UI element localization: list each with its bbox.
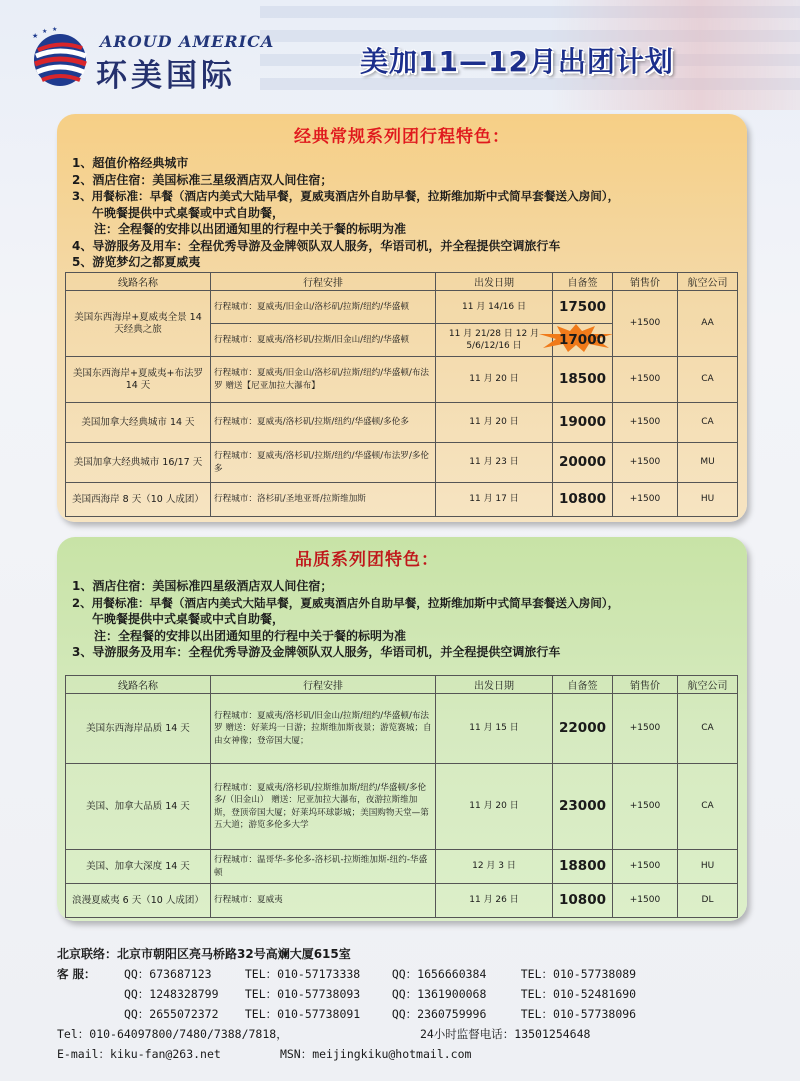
departure-date: 11 月 26 日 (436, 884, 553, 918)
col-header: 线路名称 (66, 676, 211, 694)
contact-info (57, 944, 757, 1064)
classic-tour-panel (57, 114, 747, 522)
table-header-row (66, 676, 738, 694)
airline: HU (678, 850, 738, 884)
schedule: 行程城市：夏威夷 (211, 884, 436, 918)
tel-number: TEL：010-57738089 (520, 967, 637, 981)
route-name: 美国东西海岸+夏威夷全景 14 天经典之旅 (66, 291, 211, 357)
col-header: 销售价 (613, 273, 678, 291)
msn: MSN：meijingkiku@hotmail.com (279, 1047, 472, 1061)
tel-row (57, 1024, 757, 1044)
quality-features (72, 578, 747, 661)
route-name: 美国东西海岸+夏威夷+布法罗 14 天 (66, 357, 211, 403)
tel-number: TEL：010-52481690 (520, 987, 637, 1001)
sale-price: +1500 (613, 850, 678, 884)
feature-line: 3、用餐标准：早餐（酒店内美式大陆早餐，夏威夷酒店外自助早餐，拉斯维加斯中式简早套餐送入房间）， (72, 189, 620, 203)
schedule: 行程城市：夏威夷/旧金山/洛杉矶/拉斯/纽约/华盛顿 (211, 291, 436, 324)
brand-chinese: 环美国际 (96, 58, 236, 94)
departure-date: 11 月 14/16 日 (436, 291, 553, 324)
feature-line: 注：全程餐的安排以出团通知里的行程中关于餐的标明为准 (94, 222, 407, 236)
page-title: 美加11—12月出团计划 (360, 45, 674, 78)
departure-date: 11 月 23 日 (436, 443, 553, 483)
airline: DL (678, 884, 738, 918)
table-row (66, 357, 738, 403)
qq-number: QQ：1361900068 (391, 987, 487, 1001)
service-label: 客 服： (57, 967, 96, 981)
service-row (57, 984, 757, 1004)
feature-line: 1、酒店住宿：美国标准四星级酒店双人间住宿； (72, 579, 333, 593)
col-header: 出发日期 (436, 676, 553, 694)
feature-line: 3、导游服务及用车：全程优秀导游及金牌领队双人服务，华语司机，并全程提供空调旅行车 (72, 645, 561, 659)
office-tel: Tel：010-64097800/7480/7388/7818， (57, 1027, 288, 1041)
qq-number: QQ：2655072372 (123, 1007, 219, 1021)
col-header: 自备签 (553, 676, 613, 694)
col-header: 自备签 (553, 273, 613, 291)
schedule: 行程城市：夏威夷/洛杉矶/拉斯维加斯/纽约/华盛顿/多伦多/（旧金山） 赠送：尼亚加拉大瀑布，夜游拉斯维加斯，登顶帝国大厦；好莱坞环球影城；美国购物天堂—第五大道；游览多伦多大学 (211, 764, 436, 850)
quality-title: 品质系列团特色： (295, 550, 439, 570)
schedule: 行程城市：夏威夷/旧金山/洛杉矶/拉斯/纽约/华盛顿/布法罗 赠送【尼亚加拉大瀑布】 (211, 357, 436, 403)
schedule: 行程城市：夏威夷/洛杉矶/拉斯/纽约/华盛顿/布法罗/多伦多 (211, 443, 436, 483)
price-cell (553, 324, 613, 357)
col-header: 航空公司 (678, 273, 738, 291)
departure-date: 11 月 15 日 (436, 694, 553, 764)
sale-price: +1500 (613, 483, 678, 517)
tel-number: TEL：010-57738091 (244, 1007, 361, 1021)
svg-text:★: ★ (52, 26, 58, 33)
departure-date: 11 月 20 日 (436, 357, 553, 403)
qq-number: QQ：2360759996 (391, 1007, 487, 1021)
email: E-mail：kiku-fan@263.net (57, 1047, 221, 1061)
departure-date: 11 月 21/28 日 12 月 5/6/12/16 日 (436, 324, 553, 357)
schedule: 行程城市：洛杉矶/圣地亚哥/拉斯维加斯 (211, 483, 436, 517)
quality-tour-table (65, 675, 738, 918)
hotline: 24小时监督电话：13501254648 (419, 1027, 591, 1041)
route-name: 美国东西海岸品质 14 天 (66, 694, 211, 764)
airline: HU (678, 483, 738, 517)
price-burst (559, 331, 606, 348)
qq-number: QQ：1656660384 (391, 967, 487, 981)
feature-line: 1、超值价格经典城市 (72, 156, 189, 170)
feature-line: 午晚餐提供中式桌餐或中式自助餐， (92, 612, 285, 626)
airline: MU (678, 443, 738, 483)
airline: AA (678, 291, 738, 357)
table-row (66, 291, 738, 324)
page-header (0, 0, 800, 110)
svg-text:★: ★ (32, 32, 39, 40)
airline: CA (678, 357, 738, 403)
sale-price: +1500 (613, 884, 678, 918)
globe-flag-logo (28, 26, 92, 90)
airline: CA (678, 403, 738, 443)
route-name: 美国、加拿大深度 14 天 (66, 850, 211, 884)
table-row (66, 483, 738, 517)
airline: CA (678, 764, 738, 850)
schedule: 行程城市：温哥华-多伦多-洛杉矶-拉斯维加斯-纽约-华盛顿 (211, 850, 436, 884)
svg-text:★: ★ (42, 28, 48, 35)
service-row (57, 964, 757, 984)
price: 19000 (553, 403, 613, 443)
table-row (66, 764, 738, 850)
price: 17000 (559, 331, 606, 348)
col-header: 航空公司 (678, 676, 738, 694)
price: 20000 (553, 443, 613, 483)
departure-date: 11 月 20 日 (436, 764, 553, 850)
col-header: 出发日期 (436, 273, 553, 291)
table-row (66, 850, 738, 884)
feature-line: 注：全程餐的安排以出团通知里的行程中关于餐的标明为准 (94, 628, 407, 643)
price: 10800 (553, 884, 613, 918)
table-row (66, 443, 738, 483)
route-name: 浪漫夏威夷 6 天（10 人成团） (66, 884, 211, 918)
route-name: 美国加拿大经典城市 14 天 (66, 403, 211, 443)
brand-english: AROUD AMERICA (100, 32, 275, 51)
schedule: 行程城市：夏威夷/洛杉矶/旧金山/拉斯/纽约/华盛顿/布法罗 赠送：好莱坞一日游；拉斯维加斯夜景；游览赛城；自由女神像；登帝国大厦； (211, 694, 436, 764)
email-row (57, 1044, 757, 1064)
departure-date: 11 月 20 日 (436, 403, 553, 443)
classic-title: 经典常规系列团行程特色： (294, 127, 510, 147)
col-header: 销售价 (613, 676, 678, 694)
table-row (66, 403, 738, 443)
feature-line: 2、用餐标准：早餐（酒店内美式大陆早餐，夏威夷酒店外自助早餐，拉斯维加斯中式简早套餐送入房间）， (72, 595, 620, 610)
address: 北京联络：北京市朝阳区亮马桥路32号高斓大厦615室 (57, 947, 351, 961)
sale-price: +1500 (613, 694, 678, 764)
price: 18500 (553, 357, 613, 403)
col-header: 线路名称 (66, 273, 211, 291)
price: 10800 (553, 483, 613, 517)
feature-line: 5、游览梦幻之都夏威夷 (72, 255, 201, 269)
tel-number: TEL：010-57738096 (520, 1007, 637, 1021)
schedule: 行程城市：夏威夷/洛杉矶/拉斯/纽约/华盛顿/多伦多 (211, 403, 436, 443)
feature-line: 4、导游服务及用车：全程优秀导游及金牌领队双人服务，华语司机，并全程提供空调旅行车 (72, 238, 561, 253)
qq-number: QQ：1248328799 (123, 987, 219, 1001)
table-row (66, 884, 738, 918)
tel-number: TEL：010-57738093 (244, 987, 361, 1001)
airline: CA (678, 694, 738, 764)
classic-features (72, 155, 747, 271)
sale-price: +1500 (613, 291, 678, 357)
price: 23000 (553, 764, 613, 850)
departure-date: 11 月 17 日 (436, 483, 553, 517)
col-header: 行程安排 (211, 273, 436, 291)
feature-line: 午晚餐提供中式桌餐或中式自助餐， (92, 205, 285, 220)
route-name: 美国、加拿大品质 14 天 (66, 764, 211, 850)
route-name: 美国西海岸 8 天（10 人成团） (66, 483, 211, 517)
feature-line: 2、酒店住宿：美国标准三星级酒店双人间住宿； (72, 172, 333, 187)
classic-tour-table (65, 272, 738, 517)
sale-price: +1500 (613, 357, 678, 403)
sale-price: +1500 (613, 764, 678, 850)
price: 22000 (553, 694, 613, 764)
price: 17500 (553, 291, 613, 324)
service-row (57, 1004, 757, 1024)
tel-number: TEL：010-57173338 (244, 967, 361, 981)
table-row (66, 694, 738, 764)
table-header-row (66, 273, 738, 291)
price: 18800 (553, 850, 613, 884)
sale-price: +1500 (613, 403, 678, 443)
quality-tour-panel (57, 537, 747, 921)
schedule: 行程城市：夏威夷/洛杉矶/拉斯/旧金山/纽约/华盛顿 (211, 324, 436, 357)
col-header: 行程安排 (211, 676, 436, 694)
qq-number: QQ：673687123 (123, 967, 212, 981)
sale-price: +1500 (613, 443, 678, 483)
departure-date: 12 月 3 日 (436, 850, 553, 884)
route-name: 美国加拿大经典城市 16/17 天 (66, 443, 211, 483)
